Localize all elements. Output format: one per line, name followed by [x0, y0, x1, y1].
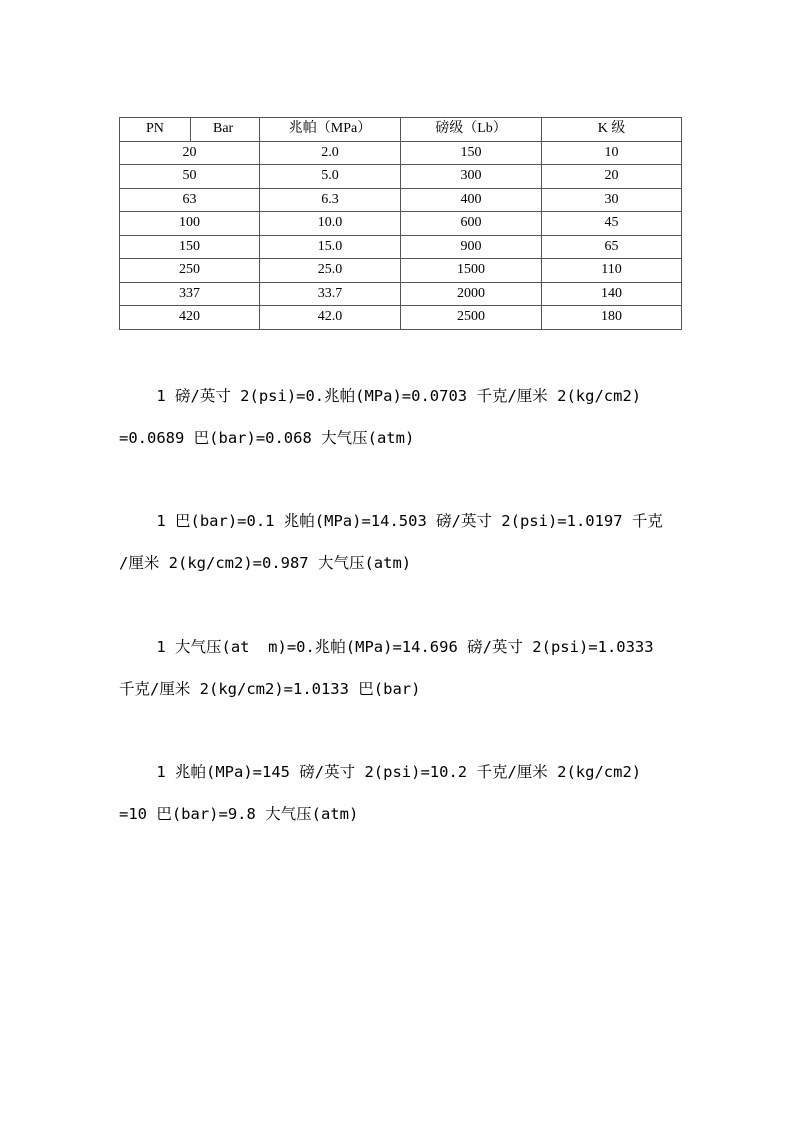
cell-lb: 150: [401, 141, 542, 165]
header-lb: 磅级（Lb）: [401, 118, 542, 142]
cell-mpa: 42.0: [260, 306, 401, 330]
cell-lb: 1500: [401, 259, 542, 283]
cell-pn: 250: [120, 259, 260, 283]
cell-mpa: 2.0: [260, 141, 401, 165]
header-divider: [190, 118, 191, 141]
cell-mpa: 10.0: [260, 212, 401, 236]
cell-pn: 100: [120, 212, 260, 236]
cell-k: 30: [542, 188, 682, 212]
conversion-psi-line2: =0.0689 巴(bar)=0.068 大气压(atm): [119, 429, 415, 447]
table-row: [120, 259, 682, 283]
header-mpa: 兆帕（MPa）: [260, 118, 401, 142]
cell-pn: 50: [120, 165, 260, 189]
cell-k: 180: [542, 306, 682, 330]
cell-pn: 150: [120, 235, 260, 259]
cell-mpa: 6.3: [260, 188, 401, 212]
header-pn-bar: [120, 118, 260, 142]
conversion-bar-line1: 1 巴(bar)=0.1 兆帕(MPa)=14.503 磅/英寸 2(psi)=1.0197 千克: [119, 512, 663, 530]
cell-k: 45: [542, 212, 682, 236]
cell-k: 20: [542, 165, 682, 189]
cell-lb: 400: [401, 188, 542, 212]
conversion-bar-line2: /厘米 2(kg/cm2)=0.987 大气压(atm): [119, 554, 412, 572]
table-row: [120, 212, 682, 236]
cell-mpa: 15.0: [260, 235, 401, 259]
header-k: K 级: [542, 118, 682, 142]
table-row: [120, 141, 682, 165]
cell-lb: 600: [401, 212, 542, 236]
cell-mpa: 33.7: [260, 282, 401, 306]
table-row: [120, 306, 682, 330]
table-row: [120, 282, 682, 306]
cell-k: 10: [542, 141, 682, 165]
conversion-atm-line2: 千克/厘米 2(kg/cm2)=1.0133 巴(bar): [119, 680, 421, 698]
cell-pn: 337: [120, 282, 260, 306]
conversion-psi-line1: 1 磅/英寸 2(psi)=0.兆帕(MPa)=0.0703 千克/厘米 2(kg/cm2): [119, 387, 642, 405]
conversion-mpa-line1: 1 兆帕(MPa)=145 磅/英寸 2(psi)=10.2 千克/厘米 2(kg/cm2): [119, 763, 642, 781]
table-row: [120, 235, 682, 259]
cell-pn: 420: [120, 306, 260, 330]
table-header-row: [120, 118, 682, 142]
conversion-mpa-line2: =10 巴(bar)=9.8 大气压(atm): [119, 805, 359, 823]
header-pn: PN: [146, 121, 164, 136]
header-bar: Bar: [213, 121, 234, 136]
table-row: [120, 165, 682, 189]
cell-k: 140: [542, 282, 682, 306]
cell-lb: 300: [401, 165, 542, 189]
cell-k: 110: [542, 259, 682, 283]
cell-mpa: 25.0: [260, 259, 401, 283]
pressure-rating-table: [119, 117, 682, 330]
cell-lb: 2500: [401, 306, 542, 330]
cell-mpa: 5.0: [260, 165, 401, 189]
table-row: [120, 188, 682, 212]
cell-pn: 63: [120, 188, 260, 212]
conversion-atm-line1: 1 大气压(at m)=0.兆帕(MPa)=14.696 磅/英寸 2(psi)=1.0333: [119, 638, 654, 656]
cell-lb: 900: [401, 235, 542, 259]
cell-k: 65: [542, 235, 682, 259]
cell-pn: 20: [120, 141, 260, 165]
cell-lb: 2000: [401, 282, 542, 306]
